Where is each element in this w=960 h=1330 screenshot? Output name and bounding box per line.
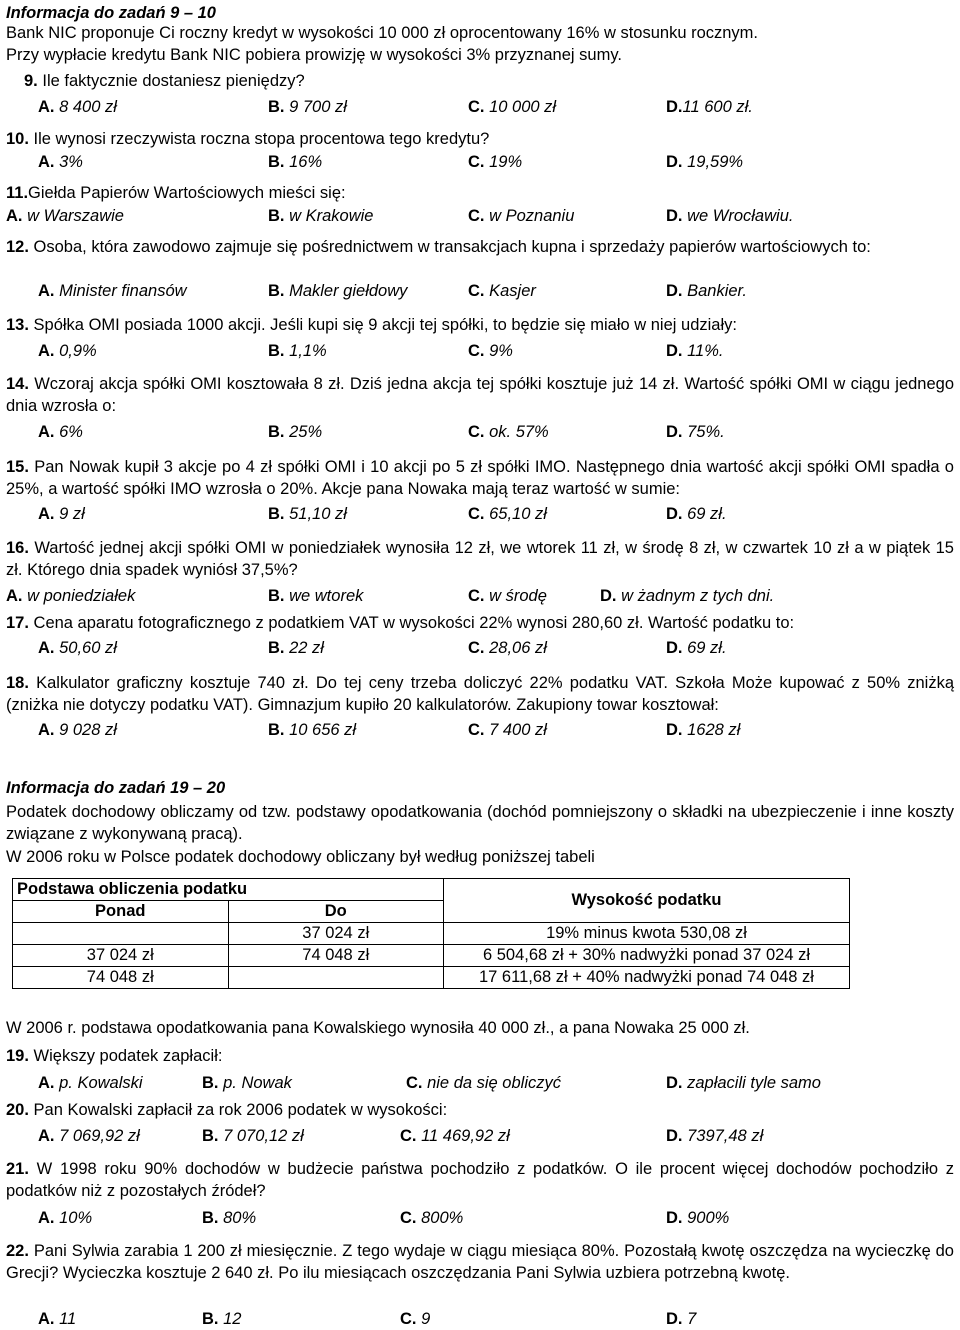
answer-option: A. w Warszawie [6, 207, 124, 225]
info-19-20-text-1: Podatek dochodowy obliczamy od tzw. podstawy opodatkowania (dochód pomniejszony o składki na ubezpieczenie i inne koszty związane z wykonywaną pracą). [6, 803, 954, 843]
answer-option: B. 25% [268, 423, 323, 441]
options-19 [6, 1072, 954, 1094]
answer-option: D. 69 zł. [666, 639, 727, 657]
answer-option: A. w poniedziałek [6, 587, 136, 605]
answer-option: D. 75%. [666, 423, 725, 441]
answer-option: A. p. Kowalski [38, 1074, 143, 1092]
table-row: 37 024 zł 74 048 zł 6 504,68 zł + 30% nadwyżki ponad 37 024 zł [13, 945, 850, 967]
question-18: 18. Kalkulator graficzny kosztuje 740 zł. Do tej ceny trzeba doliczyć 22% podatku VAT. Szkoła Może kupować z 50% zniżką (zniżka nie dotyczy podatku VAT). Gimnazjum kupiło 20 kalkulatorów. Zakupiony towar kosztował: [6, 674, 955, 714]
answer-option: B. 10 656 zł [268, 721, 357, 739]
question-9 [24, 70, 960, 92]
options-15 [6, 503, 954, 525]
answer-option: D. 1628 zł [666, 721, 741, 739]
answer-option: C. w środę [468, 587, 547, 605]
answer-option: C. 65,10 zł [468, 505, 547, 523]
table-row: 37 024 zł 19% minus kwota 530,08 zł [13, 923, 850, 945]
answer-option: D. 69 zł. [666, 505, 727, 523]
question-21: 21. W 1998 roku 90% dochodów w budżecie państwa pochodziło z podatków. O ile procent więcej dochodów pochodziło z podatków niż z pozostałych źródeł? [6, 1160, 954, 1200]
answer-option: C. 9 [400, 1310, 431, 1328]
question-17: 17. Cena aparatu fotograficznego z podatkiem VAT w wysokości 22% wynosi 280,60 zł. Wartość podatku to: [6, 614, 795, 632]
option-d: D.11 600 zł. [666, 98, 753, 116]
answer-option: D. w żadnym z tych dni. [600, 587, 775, 605]
answer-option: B. 80% [202, 1209, 257, 1227]
answer-option: B. 1,1% [268, 342, 327, 360]
answer-option: A. 3% [38, 153, 83, 171]
answer-option: D. 7397,48 zł [666, 1127, 764, 1145]
after-table-text: W 2006 r. podstawa opodatkowania pana Kowalskiego wynosiła 40 000 zł., a pana Nowaka 25 000 zł. [6, 1019, 750, 1037]
answer-option: A. 7 069,92 zł [38, 1127, 140, 1145]
answer-option: C. 9% [468, 342, 513, 360]
options-21 [6, 1207, 954, 1229]
question-11: 11.Giełda Papierów Wartościowych mieści się: [6, 184, 346, 202]
table-header-to: Do [228, 901, 444, 923]
question-16: 16. Wartość jednej akcji spółki OMI w poniedziałek wynosiła 12 zł, we wtorek 11 zł, w środę 8 zł, w czwartek 10 zł a w piątek 15 zł. Którego dnia spadek wyniósł 37,5%? [6, 539, 954, 579]
answer-option: D. zapłacili tyle samo [666, 1074, 821, 1092]
answer-option: D. we Wrocławiu. [666, 207, 794, 225]
info-9-10-text-1: Bank NIC proponuje Ci roczny kredyt w wysokości 10 000 zł oprocentowany 16% w stosunku rocznym. [6, 24, 759, 42]
options-9 [6, 96, 954, 118]
answer-option: A. 50,60 zł [38, 639, 117, 657]
tax-table [12, 878, 850, 989]
question-14: 14. Wczoraj akcja spółki OMI kosztowała 8 zł. Dziś jedna akcja tej spółki kosztuje już 14 zł. Wartość spółki OMI w ciągu jednego dnia wzrosła o: [6, 375, 955, 415]
question-10: 10. Ile wynosi rzeczywista roczna stopa procentowa tego kredytu? [6, 130, 490, 148]
answer-option: A. 9 zł [38, 505, 85, 523]
answer-option: B. Makler giełdowy [268, 282, 408, 300]
info-19-20-title: Informacja do zadań 19 – 20 [6, 779, 226, 797]
answer-option: A. 0,9% [38, 342, 97, 360]
answer-option: D. Bankier. [666, 282, 748, 300]
option-c: C. 10 000 zł [468, 98, 557, 116]
table-header-from: Ponad [13, 901, 229, 923]
options-11 [6, 205, 954, 227]
options-17 [6, 637, 954, 659]
option-a: A. 8 400 zł [38, 98, 117, 116]
answer-option: B. p. Nowak [202, 1074, 292, 1092]
info-9-10-title: Informacja do zadań 9 – 10 [6, 4, 216, 22]
answer-option: D. 900% [666, 1209, 730, 1227]
table-header-tax: Wysokość podatku [444, 879, 850, 923]
options-10 [6, 151, 954, 173]
question-number: 9. [24, 72, 38, 90]
answer-option: B. 51,10 zł [268, 505, 347, 523]
table-row: 74 048 zł 17 611,68 zł + 40% nadwyżki ponad 74 048 zł [13, 967, 850, 989]
options-20 [6, 1125, 954, 1147]
answer-option: D. 7 [666, 1310, 697, 1328]
question-19: 19. Większy podatek zapłacił: [6, 1047, 223, 1065]
answer-option: B. we wtorek [268, 587, 364, 605]
options-16 [6, 585, 954, 607]
answer-option: B. 7 070,12 zł [202, 1127, 304, 1145]
answer-option: A. 6% [38, 423, 83, 441]
question-22: 22. Pani Sylwia zarabia 1 200 zł miesięcznie. Z tego wydaje w ciągu miesiąca 80%. Pozostałą kwotę oszczędza na wycieczkę do Grecji? Wycieczka kosztuje 2 640 zł. Po ilu miesiącach oszczędzania Pani Sylwia uzbiera potrzebną kwotę. [6, 1242, 954, 1282]
answer-option: C. Kasjer [468, 282, 536, 300]
answer-option: A. 9 028 zł [38, 721, 117, 739]
answer-option: C. nie da się obliczyć [406, 1074, 561, 1092]
answer-option: B. 12 [202, 1310, 242, 1328]
info-19-20-text-2: W 2006 roku w Polsce podatek dochodowy obliczany był według poniższej tabeli [6, 848, 595, 866]
options-12 [6, 280, 954, 302]
answer-option: C. 7 400 zł [468, 721, 547, 739]
answer-option: B. 16% [268, 153, 323, 171]
options-22 [6, 1308, 954, 1330]
answer-option: B. 22 zł [268, 639, 324, 657]
answer-option: A. 10% [38, 1209, 93, 1227]
question-15: 15. Pan Nowak kupił 3 akcje po 4 zł spółki OMI i 10 akcji po 5 zł spółki IMO. Następnego dnia wartość akcji spółki OMI spadła o 25%, a wartość spółki IMO wzrosła o 20%. Akcje pana Nowaka mają teraz wartość w sumie: [6, 458, 954, 498]
answer-option: C. 11 469,92 zł [400, 1127, 510, 1145]
answer-option: B. w Krakowie [268, 207, 374, 225]
answer-option: D. 11%. [666, 342, 724, 360]
table-header-base: Podstawa obliczenia podatku [13, 879, 444, 901]
answer-option: A. 11 [38, 1310, 77, 1328]
answer-option: C. 28,06 zł [468, 639, 547, 657]
answer-option: C. 19% [468, 153, 523, 171]
answer-option: C. w Poznaniu [468, 207, 575, 225]
option-b: B. 9 700 zł [268, 98, 347, 116]
answer-option: C. ok. 57% [468, 423, 549, 441]
options-14 [6, 421, 954, 443]
question-13: 13. Spółka OMI posiada 1000 akcji. Jeśli kupi się 9 akcji tej spółki, to będzie się miało w niej udziały: [6, 316, 737, 334]
answer-option: A. Minister finansów [38, 282, 187, 300]
answer-option: C. 800% [400, 1209, 464, 1227]
answer-option: D. 19,59% [666, 153, 744, 171]
question-12: 12. Osoba, która zawodowo zajmuje się pośrednictwem w transakcjach kupna i sprzedaży papierów wartościowych to: [6, 238, 871, 256]
options-18 [6, 719, 954, 741]
options-13 [6, 340, 954, 362]
question-20: 20. Pan Kowalski zapłacił za rok 2006 podatek w wysokości: [6, 1101, 448, 1119]
question-text: Ile faktycznie dostaniesz pieniędzy? [42, 72, 305, 90]
info-9-10-text-2: Przy wypłacie kredytu Bank NIC pobiera prowizję w wysokości 3% przyznanej sumy. [6, 46, 622, 64]
